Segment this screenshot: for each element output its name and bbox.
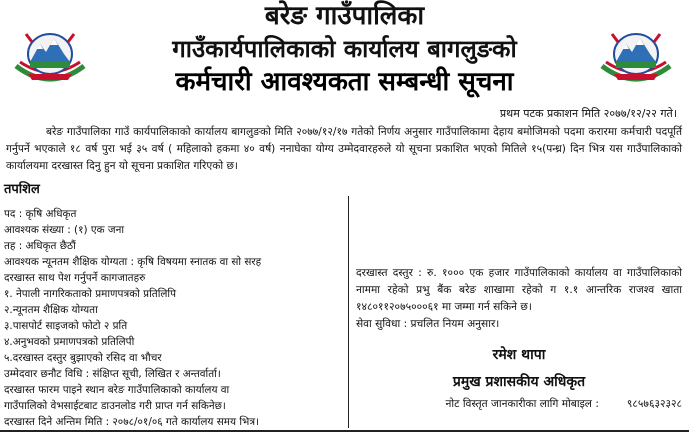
intro-paragraph (6, 124, 682, 175)
fee-section (356, 265, 682, 333)
detail-row: गाउँपालिको वेभसाईटबाट डाउनलोड गरी प्राप्त गर्न सकिनेछ। (4, 400, 226, 412)
details-list (4, 206, 344, 430)
detail-row: २.न्यूनतम शैक्षिक योग्यता (4, 304, 98, 316)
detail-row: ३.पासपोर्ट साइजको फोटो २ प्रति (4, 320, 128, 332)
detail-row: आवश्यक संख्या : (१) एक जना (4, 224, 125, 236)
detail-row: तह : अधिकृत छैठौं (4, 240, 76, 252)
notice-title: कर्मचारी आवश्यकता सम्बन्धी सूचना (175, 67, 514, 97)
detail-row: दरखास्त फारम पाइने स्थान बरेङ गाउँपालिकाको कार्यालय वा (4, 384, 230, 396)
contact-note-label: नोट विस्तृत जानकारीका लागि मोबाइल : (445, 398, 599, 410)
detail-row: १. नेपाली नागरिकताको प्रमाणपत्रको प्रतिलिपि (4, 288, 177, 300)
section-title: तपशिल (4, 182, 40, 197)
detail-row: दरखास्त साथ पेश गर्नुपर्ने कागजातहरु (4, 272, 146, 284)
service-text: सेवा सुविधा : प्रचलित नियम अनुसार। (356, 318, 500, 330)
detail-row: आवश्यक न्यूनतम शैक्षिक योग्यता : कृषि विषयमा स्नातक वा सो सरह (4, 256, 262, 268)
office-name: गाउँकार्यपालिकाको कार्यालय बागलुङको (172, 35, 517, 63)
publication-date: प्रथम पटक प्रकाशन मिति २०७७/१२/२२ गते। (499, 107, 677, 120)
fee-text: दरखास्त दस्तुर : रु. १००० एक हजार गाउँपालिकाको कार्यालय वा गाउँपालिकाको नाममा रहेको प्रभु बैंक बरेङ शाखामा रहेको ग १.१ आन्तरिक राजश्व खाता १४८०११२०७५०००६१ मा जम्मा गर्न सकिने छ। (356, 267, 682, 313)
column-divider (348, 196, 349, 428)
signatory-name: रमेश थापा (492, 347, 546, 363)
detail-row: दरखास्त दिने अन्तिम मिति : २०७८/०१/०६ गते कार्यालय समय भित्र। (4, 416, 259, 428)
municipality-name: बरेङ गाउँपालिका (264, 1, 425, 31)
signatory-title: प्रमुख प्रशासकीय अधिकृत (452, 374, 586, 390)
contact-note (356, 397, 682, 411)
intro-text: बरेङ गाउँपालिका गाउँ कार्यपालिकाको कार्यालय बागलुङको मिति २०७७/१२/१७ गतेको निर्णय अनुसार गाउँपालिकामा देहाय बमोजिमको पदमा करारमा कर्मचारी पदपूर्ति गर्नुपर्ने भएकाले १८ वर्ष पुरा भई ३५ वर्ष ( महिलाको हकमा ४० वर्ष) ननाघेका योग्य उम्मेदवारहरुले यो सूचना प्रकाशित भएको मितिले १५(पन्ध्र) दिन भित्र यस गाउँपालिकाको कार्यालयमा दरखास्त दिनु हुन यो सूचना प्रकाशित गरिएको छ। (6, 126, 682, 172)
bottom-rule (0, 430, 689, 432)
detail-row: पद : कृषि अधिकृत (4, 208, 77, 220)
detail-row: उम्मेदवार छनौट विधि : संक्षिप्त सूची, लिखित र अन्तर्वार्ता। (4, 368, 221, 380)
mobile-number: ९८५७६३२३२८ (626, 398, 682, 410)
detail-row: ५.दरखास्त दस्तुर बुझाएको रसिद वा भौचर (4, 352, 162, 364)
detail-row: ४.अनुभवको प्रमाणपत्रको प्रतिलिपी (4, 336, 135, 348)
